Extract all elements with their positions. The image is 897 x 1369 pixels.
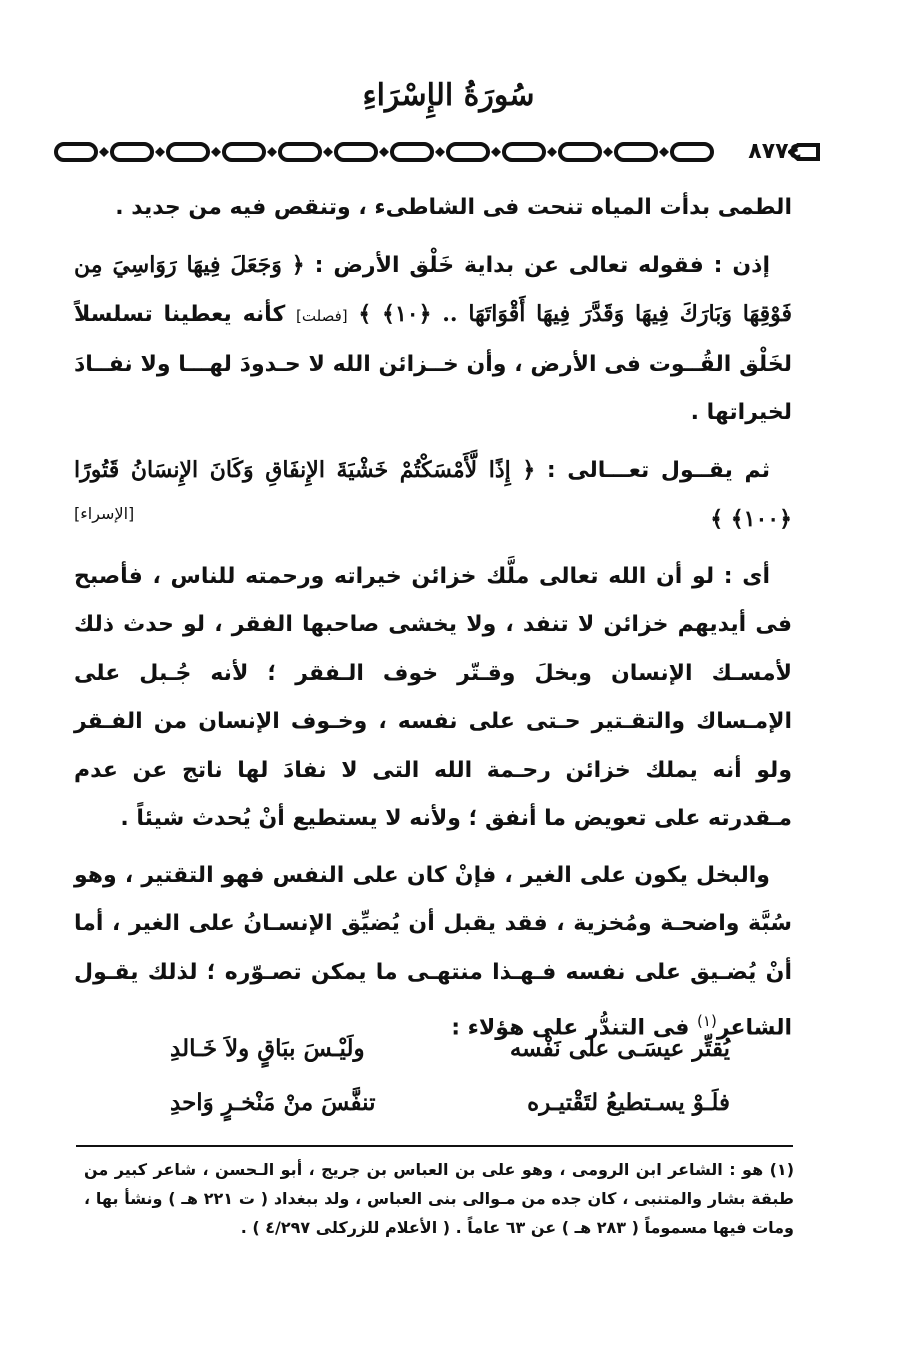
chain-diamond (603, 147, 613, 157)
ornament-end-cap (788, 142, 820, 162)
footnote-divider (76, 1145, 793, 1147)
footnote-marker[interactable]: (١) (697, 1012, 717, 1030)
poetry-line (170, 1022, 730, 1076)
chain-link (280, 144, 320, 160)
hemistich: يُقتِّر عيسَـى علَى نَفْسه (509, 1035, 730, 1062)
chain-link (224, 144, 264, 160)
page-number: ٨٧٧٤ (748, 139, 802, 164)
paragraph-text: كأنه يعطينا تسلسلاً لخَلْق القُــوت فى الأرض ، وأن خــزائن الله لا حـدودَ لهـــا ولا نفــادَ لخيراتها . (74, 302, 792, 425)
chain-link (504, 144, 544, 160)
paragraph-text: ثم يقــول تعـــالى : (546, 457, 770, 483)
chain-diamond (435, 147, 445, 157)
sura-reference: [فصلت] (296, 307, 348, 325)
chain-link (56, 144, 96, 160)
chain-link (336, 144, 376, 160)
quran-verse: ﴿ إِذًا لَّأَمْسَكْتُمْ خَشْيَةَ الإِنفَاقِ وَكَانَ الإِنسَانُ قَتُورًا ﴿١٠٠﴾ ﴾ (74, 456, 792, 532)
sura-reference: [الإسراء] (74, 504, 135, 523)
paragraph-text: إذن : فقوله تعالى عن بداية خَلْق الأرض : (314, 252, 771, 278)
footnote (84, 1155, 794, 1242)
quran-verse: ﴿ وَجَعَلَ فِيهَا رَوَاسِيَ مِن فَوْقِهَا وَبَارَكَ فِيهَا وَقَدَّرَ فِيهَا أَقْوَاتَهَا .. ﴿١٠﴾ ﴾ (74, 251, 793, 327)
chain-diamond (267, 147, 277, 157)
poetry-block (170, 1022, 730, 1130)
chain-diamond (547, 147, 557, 157)
chain-link (112, 144, 152, 160)
paragraph-text: فى التندُّر على هؤلاء : (451, 1015, 698, 1041)
chain-diamond (211, 147, 221, 157)
ornamental-border (52, 136, 720, 168)
hemistich: فلَـوْ يسـتطيعُ لتَقْتيـره (527, 1089, 730, 1116)
paragraph (74, 241, 792, 438)
chain-diamond (99, 147, 109, 157)
chain-link (392, 144, 432, 160)
chain-diamond (491, 147, 501, 157)
footnote-text: (١) هو : الشاعر ابن الرومى ، وهو على بن العباس بن جريج ، أبو الـحسن ، شاعر كبير من طبقة بشار والمتنبى ، كان جده من مـوالى بنى العباس ، ولد ببغداد ( ت ٢٢١ هـ ) ونشأ بها ، ومات فيها مسموماً ( ٢٨٣ هـ ) عن ٦٣ عاماً . ( الأعلام للزركلى ٤/٢٩٧ ) . (84, 1160, 794, 1237)
chain-link (672, 144, 712, 160)
paragraph: أى : لو أن الله تعالى ملَّك خزائن خيراته ورحمته للناس ، فأصبح فى أيديهم خزائن لا تنفد ، ولا يخشى صاحبها الفقر ، لو حدث ذلك لأمسـك الإنسان وبخلَ وقـتّر خوف الـفقر ؛ لأنه جُـبل على الإمـساك والتقـتير حـتى على نفسه ، وخـوف الإنسان من الفـقر ولو أنه يملك خزائن رحـمة الله التى لا نفادَ لها ناتج عن عدم مـقدرته على تعويض ما أنفق ؛ ولأنه لا يستطيع أنْ يُحدث شيئاً . (74, 563, 792, 831)
chain-diamond (155, 147, 165, 157)
paragraph (74, 446, 792, 545)
paragraph: الطمى بدأت المياه تنحت فى الشاطىء ، وتنقص فيه من جديد . (115, 195, 792, 220)
hemistich: تنفَّسَ منْ مَنْخـرٍ وَاحدِ (170, 1089, 376, 1116)
chain-diamond (379, 147, 389, 157)
poetry-line (170, 1076, 730, 1130)
hemistich: ولَيْـسَ ببَاقٍ ولاَ خَـالدِ (170, 1035, 365, 1062)
paragraph-text: والبخل يكون على الغير ، فإنْ كان على النفس فهو التقتير ، وهو سُبَّة واضحـة ومُخزية ، فقد يقبل أن يُضيِّق الإنسـانُ على الغير ، أما أنْ يُضـيق على نفسه فـهـذا منتهـى ما يمكن تصـوّره ؛ لذلك يقـول الشاعر (74, 862, 792, 1041)
chain-link (168, 144, 208, 160)
sura-title: سُورَةُ الإِسْرَاءِ (362, 78, 535, 113)
chain-link (560, 144, 600, 160)
main-text (74, 184, 792, 1061)
chain-diamond (323, 147, 333, 157)
chain-diamond (659, 147, 669, 157)
chain-link (616, 144, 656, 160)
chain-link (448, 144, 488, 160)
